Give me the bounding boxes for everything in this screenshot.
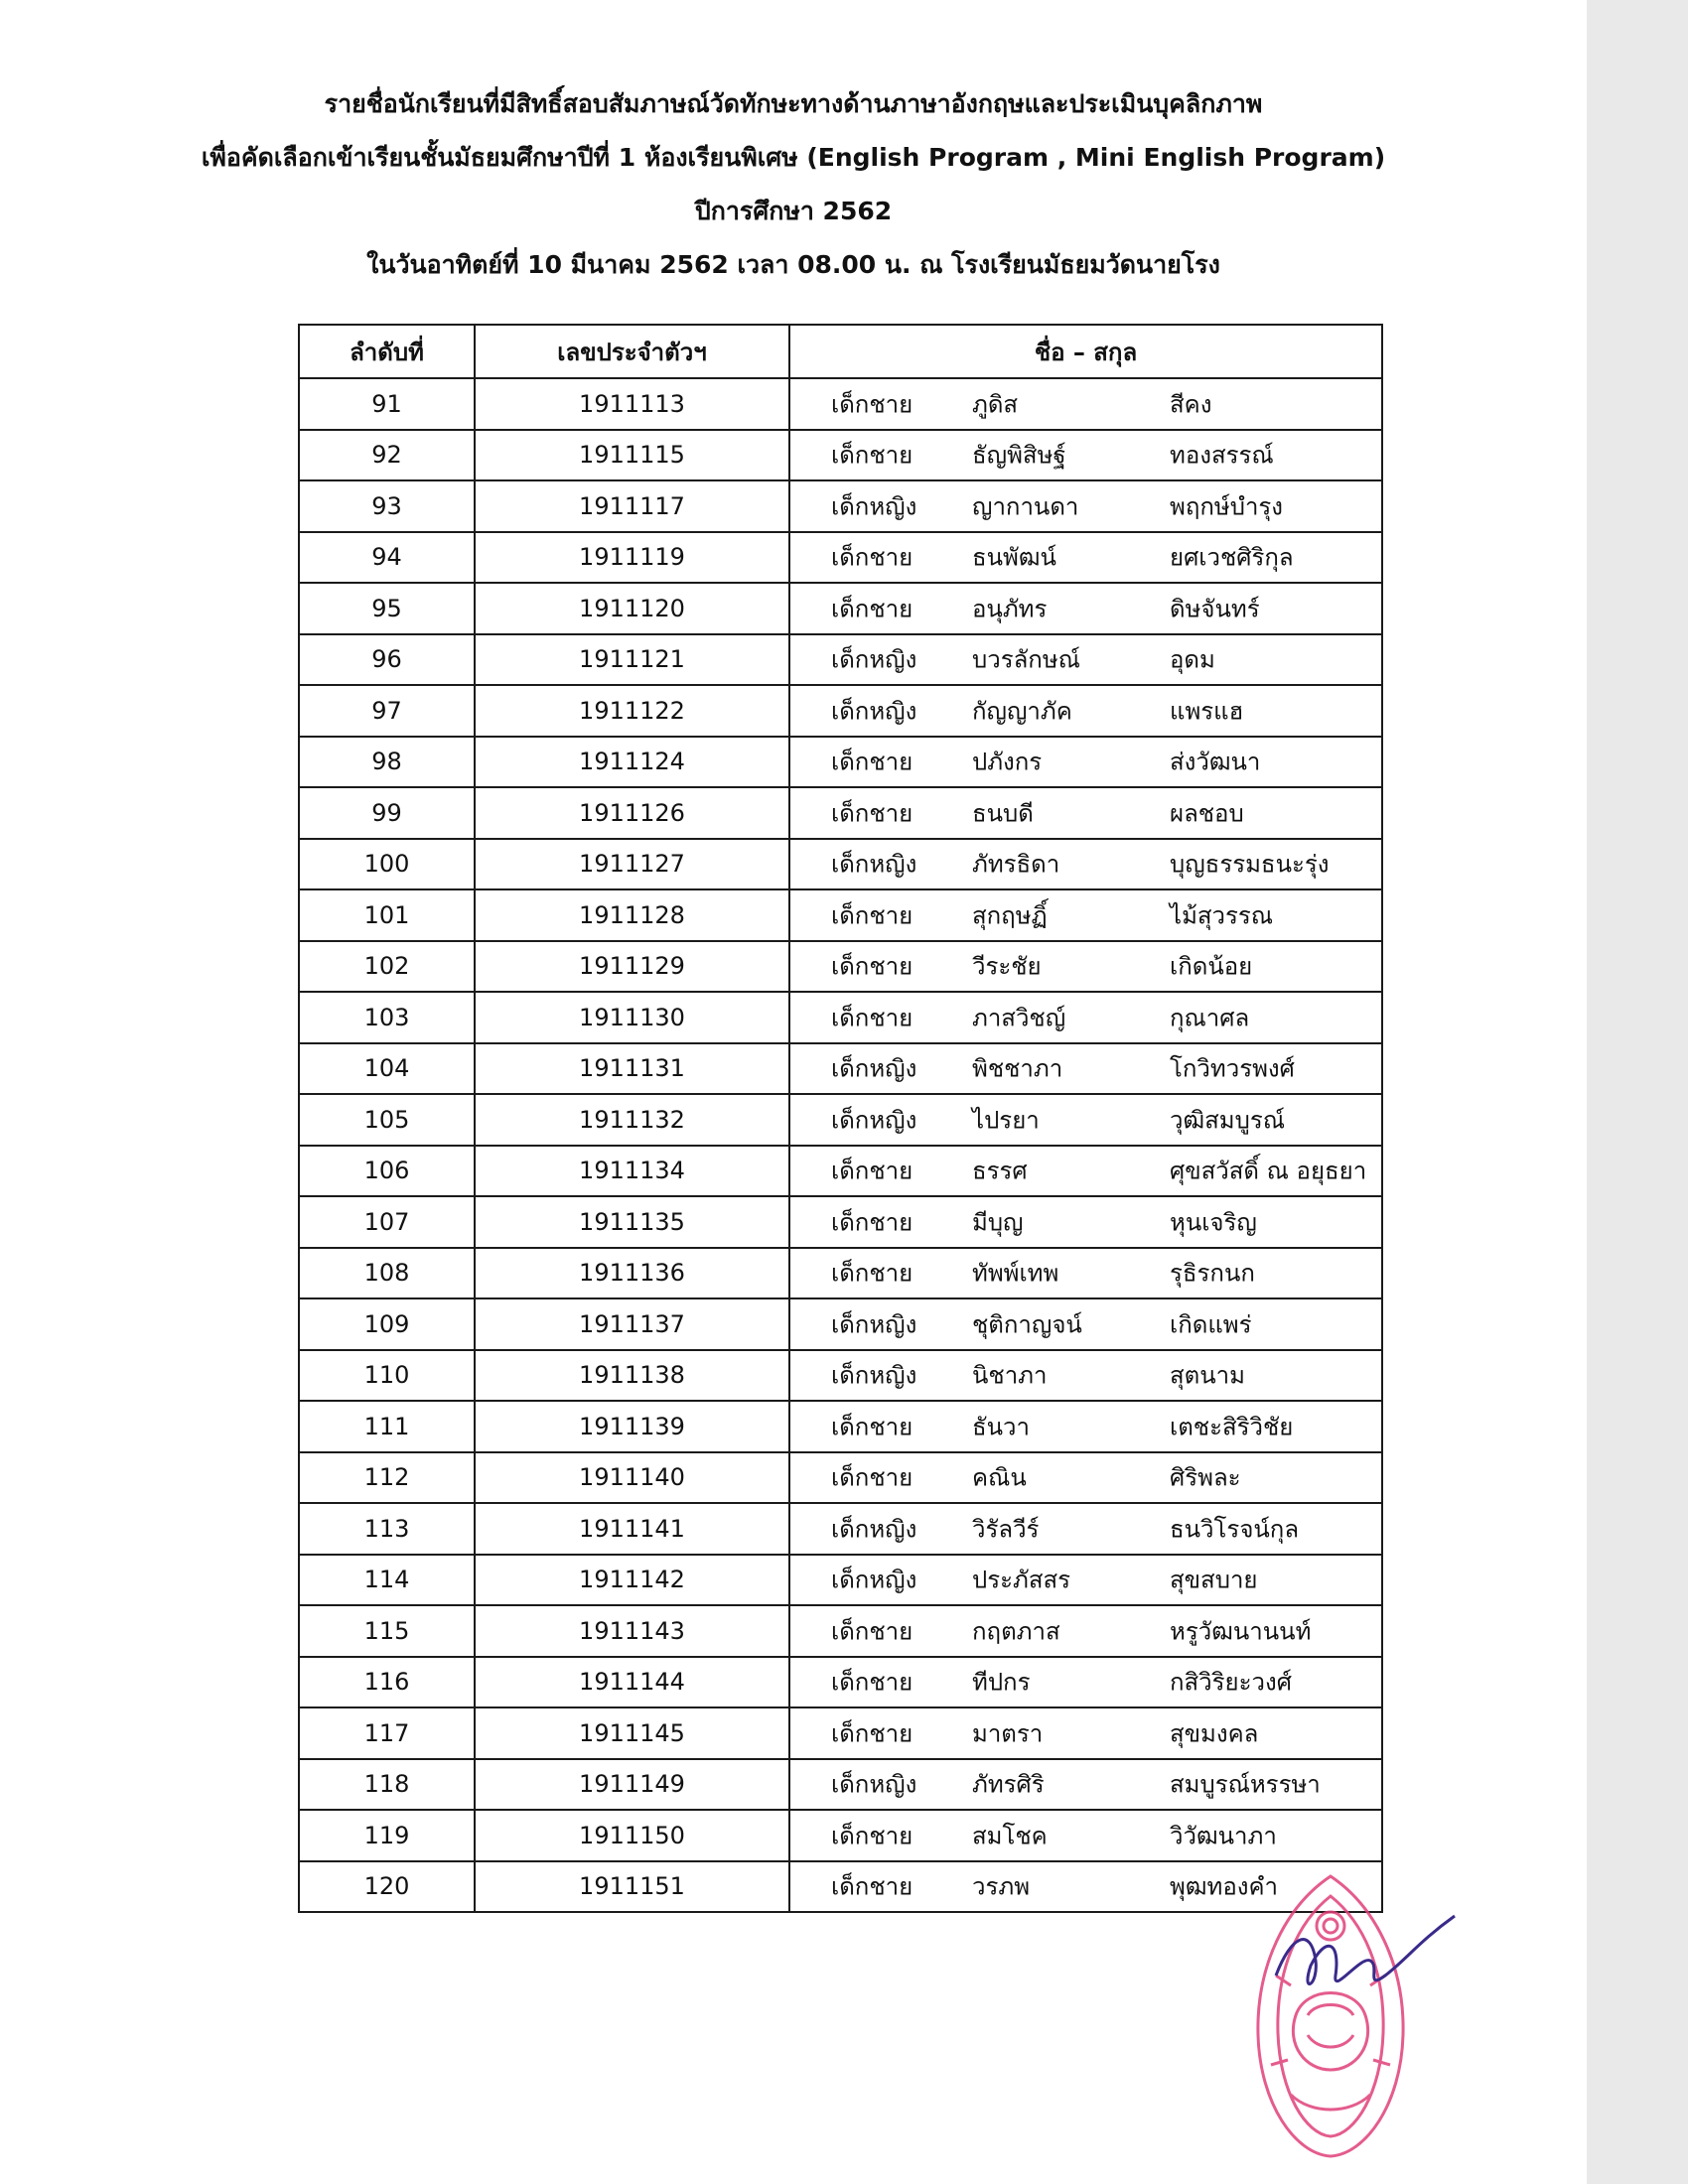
order-number-cell: 109 [299,1298,475,1350]
order-number-cell: 104 [299,1043,475,1095]
name-prefix: เด็กหญิง [831,645,917,674]
order-number-cell: 108 [299,1248,475,1299]
full-name-cell [789,430,1382,481]
order-number-cell: 114 [299,1555,475,1606]
first-name: บวรลักษณ์ [972,645,1080,674]
first-name: ญากานดา [972,492,1079,521]
name-prefix: เด็กชาย [831,1259,914,1288]
table-row [299,737,1382,788]
signature [1271,1906,1460,2015]
table-row [299,1861,1382,1913]
first-name: ธรรศ [972,1157,1028,1185]
table-row [299,1248,1382,1299]
order-number-cell: 92 [299,430,475,481]
last-name: สุตนาม [1170,1361,1245,1390]
full-name-cell [789,1452,1382,1504]
table-row [299,634,1382,686]
table-row [299,1094,1382,1146]
table-row [299,685,1382,737]
last-name: พฤกษ์บำรุง [1170,492,1284,521]
student-id-cell: 1911132 [475,1094,789,1146]
last-name: วิวัฒนาภา [1170,1822,1277,1850]
last-name: แพรแฮ [1170,697,1244,726]
first-name: วีระชัย [972,952,1042,981]
order-number-cell: 106 [299,1146,475,1197]
table-row [299,941,1382,993]
last-name: ศุขสวัสดิ์ ณ อยุธยา [1170,1157,1367,1185]
first-name: พิชชาภา [972,1054,1063,1083]
first-name: คณิน [972,1463,1027,1492]
student-id-cell: 1911128 [475,889,789,941]
table-row [299,532,1382,584]
name-prefix: เด็กชาย [831,1004,914,1032]
full-name-cell [789,737,1382,788]
name-prefix: เด็กหญิง [831,697,917,726]
first-name: สุกฤษฏิ์ [972,901,1048,930]
student-id-cell: 1911126 [475,787,789,839]
last-name: วุฒิสมบูรณ์ [1170,1106,1286,1135]
full-name-cell [789,634,1382,686]
student-id-cell: 1911131 [475,1043,789,1095]
name-prefix: เด็กชาย [831,1208,914,1237]
student-id-cell: 1911134 [475,1146,789,1197]
full-name-cell [789,1146,1382,1197]
full-name-cell [789,1401,1382,1452]
full-name-cell [789,1810,1382,1861]
table-row [299,1452,1382,1504]
table-row [299,1146,1382,1197]
full-name-cell [789,532,1382,584]
name-prefix: เด็กหญิง [831,1515,917,1544]
order-number-cell: 113 [299,1503,475,1555]
name-prefix: เด็กชาย [831,1822,914,1850]
header-student-id: เลขประจำตัวฯ [475,325,789,378]
name-prefix: เด็กชาย [831,1872,914,1901]
first-name: ภาสวิชญ์ [972,1004,1066,1032]
last-name: ดิษจันทร์ [1170,595,1260,623]
student-id-cell: 1911130 [475,992,789,1043]
order-number-cell: 93 [299,480,475,532]
order-number-cell: 115 [299,1605,475,1657]
last-name: โกวิทวรพงศ์ [1170,1054,1295,1083]
table-row [299,480,1382,532]
first-name: ชุติกาญจน์ [972,1310,1082,1339]
header-order-number: ลำดับที่ [299,325,475,378]
name-prefix: เด็กชาย [831,799,914,828]
student-id-cell: 1911122 [475,685,789,737]
name-prefix: เด็กหญิง [831,850,917,879]
student-id-cell: 1911139 [475,1401,789,1452]
table-row [299,889,1382,941]
first-name: ทีปกร [972,1668,1031,1697]
name-prefix: เด็กชาย [831,952,914,981]
table-row [299,1759,1382,1811]
first-name: มาตรา [972,1719,1044,1748]
last-name: ศิริพละ [1170,1463,1241,1492]
order-number-cell: 95 [299,583,475,634]
header-full-name: ชื่อ – สกุล [789,325,1382,378]
name-prefix: เด็กชาย [831,543,914,572]
student-id-cell: 1911145 [475,1707,789,1759]
last-name: ไม้สุวรรณ [1170,901,1274,930]
table-body [299,378,1382,1912]
full-name-cell [789,1707,1382,1759]
first-name: สมโชค [972,1822,1048,1850]
name-prefix: เด็กชาย [831,1157,914,1185]
order-number-cell: 97 [299,685,475,737]
last-name: หุนเจริญ [1170,1208,1257,1237]
student-id-cell: 1911144 [475,1657,789,1708]
student-id-cell: 1911138 [475,1350,789,1402]
student-id-cell: 1911117 [475,480,789,532]
student-id-cell: 1911137 [475,1298,789,1350]
table-row [299,430,1382,481]
order-number-cell: 101 [299,889,475,941]
first-name: ปภังกร [972,748,1043,776]
first-name: ธันวา [972,1413,1031,1441]
name-prefix: เด็กหญิง [831,1566,917,1594]
order-number-cell: 105 [299,1094,475,1146]
title-line-4: ในวันอาทิตย์ที่ 10 มีนาคม 2562 เวลา 08.00 น. ณ โรงเรียนมัธยมวัดนายโรง [366,250,1220,279]
name-prefix: เด็กชาย [831,390,914,419]
name-prefix: เด็กชาย [831,901,914,930]
order-number-cell: 120 [299,1861,475,1913]
student-id-cell: 1911141 [475,1503,789,1555]
title-line-3: ปีการศึกษา 2562 [694,197,893,225]
order-number-cell: 112 [299,1452,475,1504]
table-row [299,1401,1382,1452]
student-id-cell: 1911140 [475,1452,789,1504]
full-name-cell [789,889,1382,941]
table-row [299,1350,1382,1402]
full-name-cell [789,583,1382,634]
table-row [299,1043,1382,1095]
first-name: นิชาภา [972,1361,1048,1390]
first-name: กฤตภาส [972,1617,1060,1646]
name-prefix: เด็กชาย [831,441,914,470]
first-name: ไปรยา [972,1106,1040,1135]
first-name: ทัพพ์เทพ [972,1259,1059,1288]
full-name-cell [789,787,1382,839]
student-roster-table [298,324,1383,1913]
last-name: อุดม [1170,645,1215,674]
order-number-cell: 118 [299,1759,475,1811]
name-prefix: เด็กชาย [831,1413,914,1441]
full-name-cell [789,839,1382,890]
first-name: ประภัสสร [972,1566,1071,1594]
name-prefix: เด็กหญิง [831,492,917,521]
student-id-cell: 1911121 [475,634,789,686]
order-number-cell: 117 [299,1707,475,1759]
full-name-cell [789,1248,1382,1299]
first-name: ภัทรธิดา [972,850,1060,879]
full-name-cell [789,1350,1382,1402]
last-name: สมบูรณ์หรรษา [1170,1770,1321,1799]
first-name: กัญญาภัค [972,697,1072,726]
student-id-cell: 1911142 [475,1555,789,1606]
full-name-cell [789,1605,1382,1657]
order-number-cell: 111 [299,1401,475,1452]
student-id-cell: 1911150 [475,1810,789,1861]
first-name: ภูดิส [972,390,1019,419]
full-name-cell [789,480,1382,532]
order-number-cell: 107 [299,1196,475,1248]
full-name-cell [789,1094,1382,1146]
order-number-cell: 119 [299,1810,475,1861]
table-row [299,583,1382,634]
order-number-cell: 91 [299,378,475,430]
name-prefix: เด็กหญิง [831,1770,917,1799]
student-id-cell: 1911113 [475,378,789,430]
last-name: บุญธรรมธนะรุ่ง [1170,850,1330,879]
full-name-cell [789,685,1382,737]
name-prefix: เด็กหญิง [831,1310,917,1339]
last-name: รุธิรกนก [1170,1259,1255,1288]
full-name-cell [789,1657,1382,1708]
table-row [299,378,1382,430]
first-name: วิรัลวีร์ [972,1515,1040,1544]
full-name-cell [789,1043,1382,1095]
student-id-cell: 1911135 [475,1196,789,1248]
name-prefix: เด็กหญิง [831,1361,917,1390]
order-number-cell: 102 [299,941,475,993]
order-number-cell: 99 [299,787,475,839]
table-row [299,839,1382,890]
full-name-cell [789,992,1382,1043]
student-id-cell: 1911124 [475,737,789,788]
last-name: กุณาศล [1170,1004,1250,1032]
last-name: สุขมงคล [1170,1719,1259,1748]
name-prefix: เด็กหญิง [831,1106,917,1135]
last-name: ทองสรรณ์ [1170,441,1274,470]
last-name: เกิดแพร่ [1170,1310,1252,1339]
last-name: ส่งวัฒนา [1170,748,1261,776]
last-name: ผลชอบ [1170,799,1244,828]
last-name: สุขสบาย [1170,1566,1258,1594]
last-name: ธนวิโรจน์กุล [1170,1515,1300,1544]
last-name: พุฒทองคำ [1170,1872,1278,1901]
last-name: หรูวัฒนานนท์ [1170,1617,1312,1646]
name-prefix: เด็กชาย [831,1719,914,1748]
first-name: ภัทรศิริ [972,1770,1045,1799]
order-number-cell: 96 [299,634,475,686]
first-name: อนุภัทร [972,595,1048,623]
first-name: ธนบดี [972,799,1034,828]
student-id-cell: 1911119 [475,532,789,584]
table-row [299,787,1382,839]
student-id-cell: 1911129 [475,941,789,993]
order-number-cell: 103 [299,992,475,1043]
table-row [299,1605,1382,1657]
title-line-1: รายชื่อนักเรียนที่มีสิทธิ์สอบสัมภาษณ์วัดทักษะทางด้านภาษาอังกฤษและประเมินบุคลิกภาพ [324,89,1263,118]
first-name: วรภพ [972,1872,1031,1901]
name-prefix: เด็กชาย [831,1463,914,1492]
full-name-cell [789,1196,1382,1248]
order-number-cell: 94 [299,532,475,584]
name-prefix: เด็กชาย [831,1617,914,1646]
table-row [299,1657,1382,1708]
full-name-cell [789,941,1382,993]
name-prefix: เด็กชาย [831,595,914,623]
last-name: เตชะสิริวิชัย [1170,1413,1294,1441]
table-row [299,1196,1382,1248]
order-number-cell: 98 [299,737,475,788]
table-row [299,992,1382,1043]
table-row [299,1503,1382,1555]
student-id-cell: 1911151 [475,1861,789,1913]
table-row [299,1707,1382,1759]
name-prefix: เด็กหญิง [831,1054,917,1083]
student-id-cell: 1911115 [475,430,789,481]
name-prefix: เด็กชาย [831,1668,914,1697]
table-row [299,1810,1382,1861]
table-header-row [299,325,1382,378]
student-id-cell: 1911143 [475,1605,789,1657]
last-name: กสิวิริยะวงศ์ [1170,1668,1292,1697]
document-header [0,77,1587,292]
last-name: เกิดน้อย [1170,952,1253,981]
first-name: ธนพัฒน์ [972,543,1056,572]
student-id-cell: 1911136 [475,1248,789,1299]
full-name-cell [789,1555,1382,1606]
last-name: ยศเวชศิริกุล [1170,543,1294,572]
full-name-cell [789,1298,1382,1350]
student-id-cell: 1911127 [475,839,789,890]
order-number-cell: 100 [299,839,475,890]
table-row [299,1555,1382,1606]
full-name-cell [789,378,1382,430]
full-name-cell [789,1759,1382,1811]
order-number-cell: 110 [299,1350,475,1402]
first-name: มีบุญ [972,1208,1024,1237]
first-name: ธัญพิสิษฐ์ [972,441,1066,470]
title-line-2: เพื่อคัดเลือกเข้าเรียนชั้นมัธยมศึกษาปีที่ 1 ห้องเรียนพิเศษ (English Program , Mini English Program) [201,143,1386,172]
student-id-cell: 1911149 [475,1759,789,1811]
last-name: สีคง [1170,390,1212,419]
name-prefix: เด็กชาย [831,748,914,776]
full-name-cell [789,1503,1382,1555]
order-number-cell: 116 [299,1657,475,1708]
student-id-cell: 1911120 [475,583,789,634]
table-row [299,1298,1382,1350]
